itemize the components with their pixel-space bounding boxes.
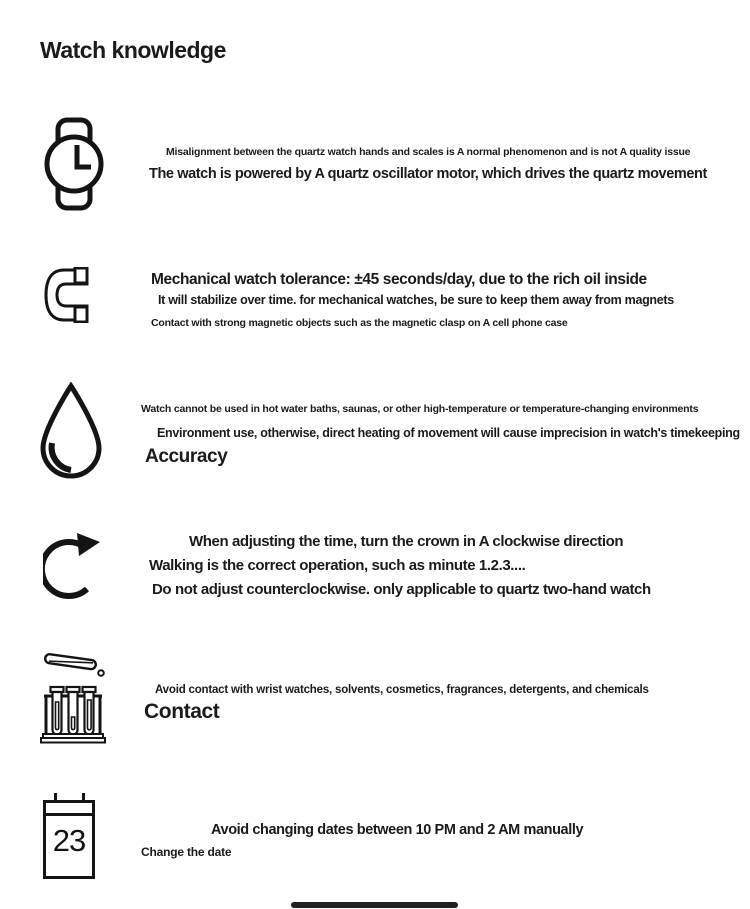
home-indicator-bar bbox=[291, 902, 458, 908]
line-avoid-date-change: Avoid changing dates between 10 PM and 2 AM manually bbox=[211, 822, 584, 838]
calendar-header bbox=[46, 803, 92, 816]
line-no-counterclockwise: Do not adjust counterclockwise. only applicable to quartz two-hand watch bbox=[152, 581, 651, 598]
page-title: Watch knowledge bbox=[40, 37, 226, 63]
line-environment-use: Environment use, otherwise, direct heating of movement will cause imprecision in watch's timekeeping bbox=[157, 426, 740, 440]
heading-accuracy: Accuracy bbox=[145, 446, 228, 467]
line-tolerance: Mechanical watch tolerance: ±45 seconds/day, due to the rich oil inside bbox=[151, 271, 647, 288]
line-walking-operation: Walking is the correct operation, such as minute 1.2.3.... bbox=[149, 557, 526, 574]
line-magnetic-objects: Contact with strong magnetic objects such as the magnetic clasp on A cell phone case bbox=[151, 317, 568, 329]
calendar-icon bbox=[42, 793, 100, 883]
water-drop-icon bbox=[40, 382, 102, 479]
magnet-icon bbox=[44, 267, 89, 323]
clockwise-arrow-icon bbox=[43, 529, 105, 602]
watch-icon bbox=[44, 117, 104, 211]
test-tubes-icon bbox=[40, 650, 106, 744]
line-turn-crown: When adjusting the time, turn the crown in A clockwise direction bbox=[189, 533, 624, 550]
line-quartz-power: The watch is powered by A quartz oscillator motor, which drives the quartz movement bbox=[149, 166, 707, 182]
line-avoid-chemicals: Avoid contact with wrist watches, solvents, cosmetics, fragrances, detergents, and chemicals bbox=[155, 684, 649, 696]
line-change-the-date: Change the date bbox=[141, 845, 232, 859]
line-hot-water: Watch cannot be used in hot water baths, saunas, or other high-temperature or temperature-changing environments bbox=[141, 403, 699, 415]
line-stabilize: It will stabilize over time. for mechanical watches, be sure to keep them away from magnets bbox=[158, 293, 674, 307]
calendar-date-number: 23 bbox=[52, 823, 86, 858]
heading-contact: Contact bbox=[144, 700, 220, 723]
line-misalignment-note: Misalignment between the quartz watch hands and scales is A normal phenomenon and is not A quality issue bbox=[166, 146, 691, 158]
calendar-body bbox=[43, 800, 95, 879]
